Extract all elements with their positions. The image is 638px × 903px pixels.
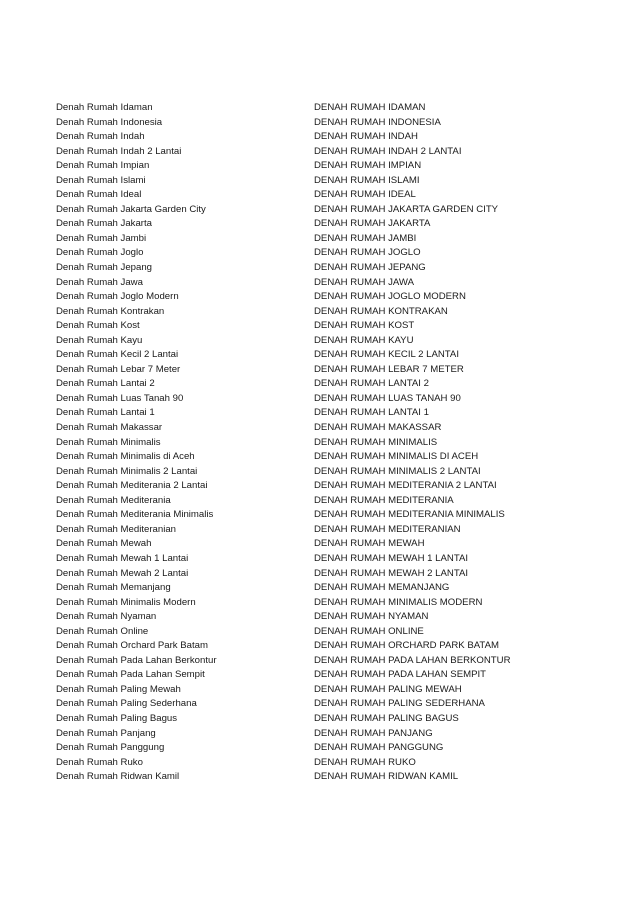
list-row (56, 392, 576, 407)
keyword-upper-case: DENAH RUMAH LUAS TANAH 90 (314, 392, 461, 404)
keyword-upper-case: DENAH RUMAH JAWA (314, 276, 415, 288)
keyword-title-case: Denah Rumah Mediterania (56, 494, 171, 506)
list-row (56, 276, 576, 291)
keyword-title-case: Denah Rumah Ruko (56, 756, 143, 768)
list-row (56, 727, 576, 742)
keyword-title-case: Denah Rumah Jakarta (56, 218, 152, 230)
keyword-upper-case: DENAH RUMAH MINIMALIS (314, 436, 438, 448)
list-row (56, 305, 576, 320)
keyword-title-case: Denah Rumah Online (56, 625, 149, 637)
keyword-title-case: Denah Rumah Kecil 2 Lantai (56, 349, 179, 361)
list-row (56, 188, 576, 203)
keyword-upper-case: DENAH RUMAH MEDITERANIAN (314, 523, 461, 535)
keyword-title-case: Denah Rumah Kost (56, 320, 140, 332)
keyword-upper-case: DENAH RUMAH RIDWAN KAMIL (314, 771, 459, 783)
keyword-upper-case: DENAH RUMAH IDAMAN (314, 102, 426, 113)
keyword-title-case: Denah Rumah Lebar 7 Meter (56, 363, 181, 375)
list-row (56, 101, 576, 116)
keyword-upper-case: DENAH RUMAH PADA LAHAN SEMPIT (314, 669, 487, 681)
list-row (56, 756, 576, 771)
keyword-title-case: Denah Rumah Paling Sederhana (56, 698, 197, 710)
list-row (56, 377, 576, 392)
keyword-upper-case: DENAH RUMAH PALING MEWAH (314, 683, 462, 695)
keyword-upper-case: DENAH RUMAH KOST (314, 320, 415, 332)
list-row (56, 639, 576, 654)
list-row (56, 596, 576, 611)
list-row (56, 436, 576, 451)
list-row (56, 770, 576, 785)
keyword-title-case: Denah Rumah Jepang (56, 262, 153, 274)
keyword-upper-case: DENAH RUMAH INDONESIA (314, 116, 441, 128)
keyword-upper-case: DENAH RUMAH KECIL 2 LANTAI (314, 349, 460, 361)
list-row (56, 363, 576, 378)
keyword-upper-case: DENAH RUMAH IMPIAN (314, 160, 422, 172)
list-row (56, 174, 576, 189)
keyword-title-case: Denah Rumah Paling Bagus (56, 712, 178, 724)
keyword-upper-case: DENAH RUMAH JAMBI (314, 232, 417, 244)
list-row (56, 406, 576, 421)
list-row (56, 552, 576, 567)
keyword-list (56, 101, 576, 785)
keyword-upper-case: DENAH RUMAH PANGGUNG (314, 742, 444, 754)
keyword-title-case: Denah Rumah Minimalis di Aceh (56, 451, 195, 463)
list-row (56, 159, 576, 174)
keyword-title-case: Denah Rumah Jambi (56, 232, 147, 244)
keyword-upper-case: DENAH RUMAH LANTAI 2 (314, 378, 429, 390)
keyword-title-case: Denah Rumah Mediterania Minimalis (56, 509, 214, 521)
keyword-upper-case: DENAH RUMAH MEMANJANG (314, 582, 450, 594)
list-row (56, 537, 576, 552)
keyword-title-case: Denah Rumah Orchard Park Batam (56, 640, 208, 652)
keyword-title-case: Denah Rumah Idaman (56, 102, 153, 113)
keyword-upper-case: DENAH RUMAH MAKASSAR (314, 422, 442, 434)
keyword-title-case: Denah Rumah Memanjang (56, 582, 171, 594)
keyword-upper-case: DENAH RUMAH JOGLO MODERN (314, 291, 466, 303)
keyword-title-case: Denah Rumah Indah (56, 131, 145, 143)
keyword-title-case: Denah Rumah Kontrakan (56, 305, 165, 317)
keyword-title-case: Denah Rumah Impian (56, 160, 150, 172)
keyword-title-case: Denah Rumah Nyaman (56, 611, 157, 623)
keyword-title-case: Denah Rumah Kayu (56, 334, 143, 346)
list-row (56, 334, 576, 349)
list-row (56, 654, 576, 669)
keyword-upper-case: DENAH RUMAH MEWAH 2 LANTAI (314, 567, 469, 579)
keyword-upper-case: DENAH RUMAH LANTAI 1 (314, 407, 429, 419)
keyword-upper-case: DENAH RUMAH MEDITERANIA MINIMALIS (314, 509, 505, 521)
keyword-title-case: Denah Rumah Luas Tanah 90 (56, 392, 184, 404)
keyword-title-case: Denah Rumah Mewah (56, 538, 152, 550)
keyword-upper-case: DENAH RUMAH INDAH (314, 131, 418, 143)
keyword-upper-case: DENAH RUMAH MEWAH 1 LANTAI (314, 552, 469, 564)
keyword-upper-case: DENAH RUMAH ONLINE (314, 625, 424, 637)
keyword-title-case: Denah Rumah Mediterania 2 Lantai (56, 480, 208, 492)
keyword-upper-case: DENAH RUMAH RUKO (314, 756, 416, 768)
keyword-upper-case: DENAH RUMAH JEPANG (314, 262, 426, 274)
keyword-title-case: Denah Rumah Mediteranian (56, 523, 176, 535)
keyword-upper-case: DENAH RUMAH KAYU (314, 334, 414, 346)
list-row (56, 683, 576, 698)
keyword-title-case: Denah Rumah Lantai 1 (56, 407, 155, 419)
keyword-title-case: Denah Rumah Indonesia (56, 116, 163, 128)
list-row (56, 625, 576, 640)
list-row (56, 479, 576, 494)
keyword-title-case: Denah Rumah Panjang (56, 727, 156, 739)
keyword-title-case: Denah Rumah Jawa (56, 276, 143, 288)
keyword-title-case: Denah Rumah Minimalis (56, 436, 161, 448)
list-row (56, 348, 576, 363)
keyword-title-case: Denah Rumah Joglo Modern (56, 291, 179, 303)
list-row (56, 741, 576, 756)
list-row (56, 668, 576, 683)
keyword-upper-case: DENAH RUMAH NYAMAN (314, 611, 429, 623)
list-row (56, 130, 576, 145)
keyword-title-case: Denah Rumah Paling Mewah (56, 683, 181, 695)
keyword-upper-case: DENAH RUMAH MEWAH (314, 538, 425, 550)
list-row (56, 421, 576, 436)
list-row (56, 116, 576, 131)
keyword-upper-case: DENAH RUMAH ORCHARD PARK BATAM (314, 640, 499, 652)
keyword-upper-case: DENAH RUMAH JAKARTA (314, 218, 431, 230)
keyword-title-case: Denah Rumah Pada Lahan Sempit (56, 669, 205, 681)
keyword-upper-case: DENAH RUMAH KONTRAKAN (314, 305, 448, 317)
list-row (56, 465, 576, 480)
keyword-title-case: Denah Rumah Jakarta Garden City (56, 203, 206, 215)
keyword-upper-case: DENAH RUMAH PALING BAGUS (314, 712, 459, 724)
keyword-title-case: Denah Rumah Pada Lahan Berkontur (56, 654, 217, 666)
keyword-title-case: Denah Rumah Ideal (56, 189, 142, 201)
keyword-title-case: Denah Rumah Lantai 2 (56, 378, 155, 390)
keyword-upper-case: DENAH RUMAH LEBAR 7 METER (314, 363, 464, 375)
list-row (56, 697, 576, 712)
list-row (56, 523, 576, 538)
list-row (56, 203, 576, 218)
keyword-upper-case: DENAH RUMAH IDEAL (314, 189, 416, 201)
list-row (56, 581, 576, 596)
keyword-upper-case: DENAH RUMAH PADA LAHAN BERKONTUR (314, 654, 511, 666)
keyword-title-case: Denah Rumah Makassar (56, 422, 163, 434)
list-row (56, 232, 576, 247)
list-row (56, 508, 576, 523)
list-row (56, 290, 576, 305)
keyword-title-case: Denah Rumah Indah 2 Lantai (56, 145, 182, 157)
keyword-title-case: Denah Rumah Mewah 1 Lantai (56, 552, 189, 564)
list-row (56, 217, 576, 232)
keyword-title-case: Denah Rumah Islami (56, 174, 146, 186)
keyword-upper-case: DENAH RUMAH JAKARTA GARDEN CITY (314, 203, 499, 215)
keyword-upper-case: DENAH RUMAH INDAH 2 LANTAI (314, 145, 462, 157)
keyword-upper-case: DENAH RUMAH PANJANG (314, 727, 433, 739)
keyword-title-case: Denah Rumah Ridwan Kamil (56, 771, 180, 783)
list-row (56, 712, 576, 727)
keyword-title-case: Denah Rumah Panggung (56, 742, 165, 754)
keyword-upper-case: DENAH RUMAH MINIMALIS 2 LANTAI (314, 465, 481, 477)
list-row (56, 246, 576, 261)
keyword-upper-case: DENAH RUMAH MEDITERANIA (314, 494, 454, 506)
keyword-upper-case: DENAH RUMAH MINIMALIS MODERN (314, 596, 483, 608)
keyword-upper-case: DENAH RUMAH ISLAMI (314, 174, 420, 186)
keyword-title-case: Denah Rumah Minimalis Modern (56, 596, 196, 608)
keyword-title-case: Denah Rumah Mewah 2 Lantai (56, 567, 189, 579)
keyword-upper-case: DENAH RUMAH MINIMALIS DI ACEH (314, 451, 479, 463)
list-row (56, 610, 576, 625)
keyword-title-case: Denah Rumah Minimalis 2 Lantai (56, 465, 198, 477)
keyword-upper-case: DENAH RUMAH JOGLO (314, 247, 421, 259)
list-row (56, 567, 576, 582)
list-row (56, 145, 576, 160)
keyword-upper-case: DENAH RUMAH PALING SEDERHANA (314, 698, 485, 710)
list-row (56, 261, 576, 276)
list-row (56, 450, 576, 465)
list-row (56, 494, 576, 509)
keyword-title-case: Denah Rumah Joglo (56, 247, 144, 259)
list-row (56, 319, 576, 334)
keyword-upper-case: DENAH RUMAH MEDITERANIA 2 LANTAI (314, 480, 497, 492)
